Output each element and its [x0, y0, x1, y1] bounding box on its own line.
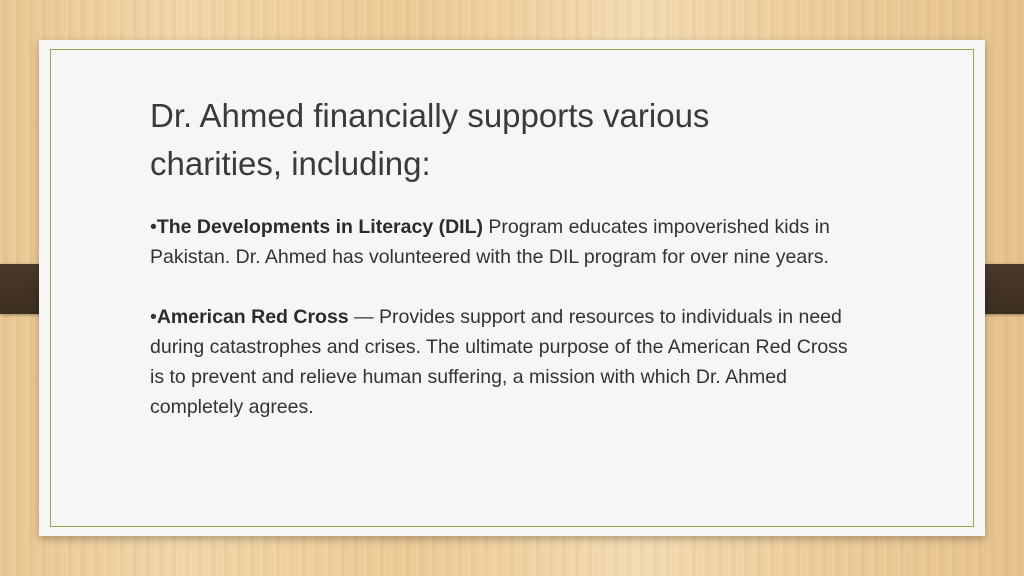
slide-title: Dr. Ahmed financially supports various charities, including:	[150, 97, 710, 182]
charity-name-dil: The Developments in Literacy (DIL)	[156, 216, 483, 238]
charity-item-dil	[150, 212, 850, 272]
bullet: •	[150, 216, 157, 238]
charity-description-red-cross: — Provides support and resources to individuals in need during catastrophes and crises. The ultimate purpose of the American Red Cross is to prevent and relieve human suffering, a mission with which Dr. Ahmed completely agrees.	[150, 306, 848, 418]
slide-content	[150, 92, 850, 422]
charity-description-dil: Program educates impoverished kids in Pakistan. Dr. Ahmed has volunteered with the DIL program for over nine years.	[150, 216, 830, 268]
charity-name-red-cross: American Red Cross	[156, 306, 349, 328]
bullet: •	[150, 306, 157, 328]
slide-card	[39, 40, 985, 536]
charity-item-red-cross	[150, 302, 850, 422]
